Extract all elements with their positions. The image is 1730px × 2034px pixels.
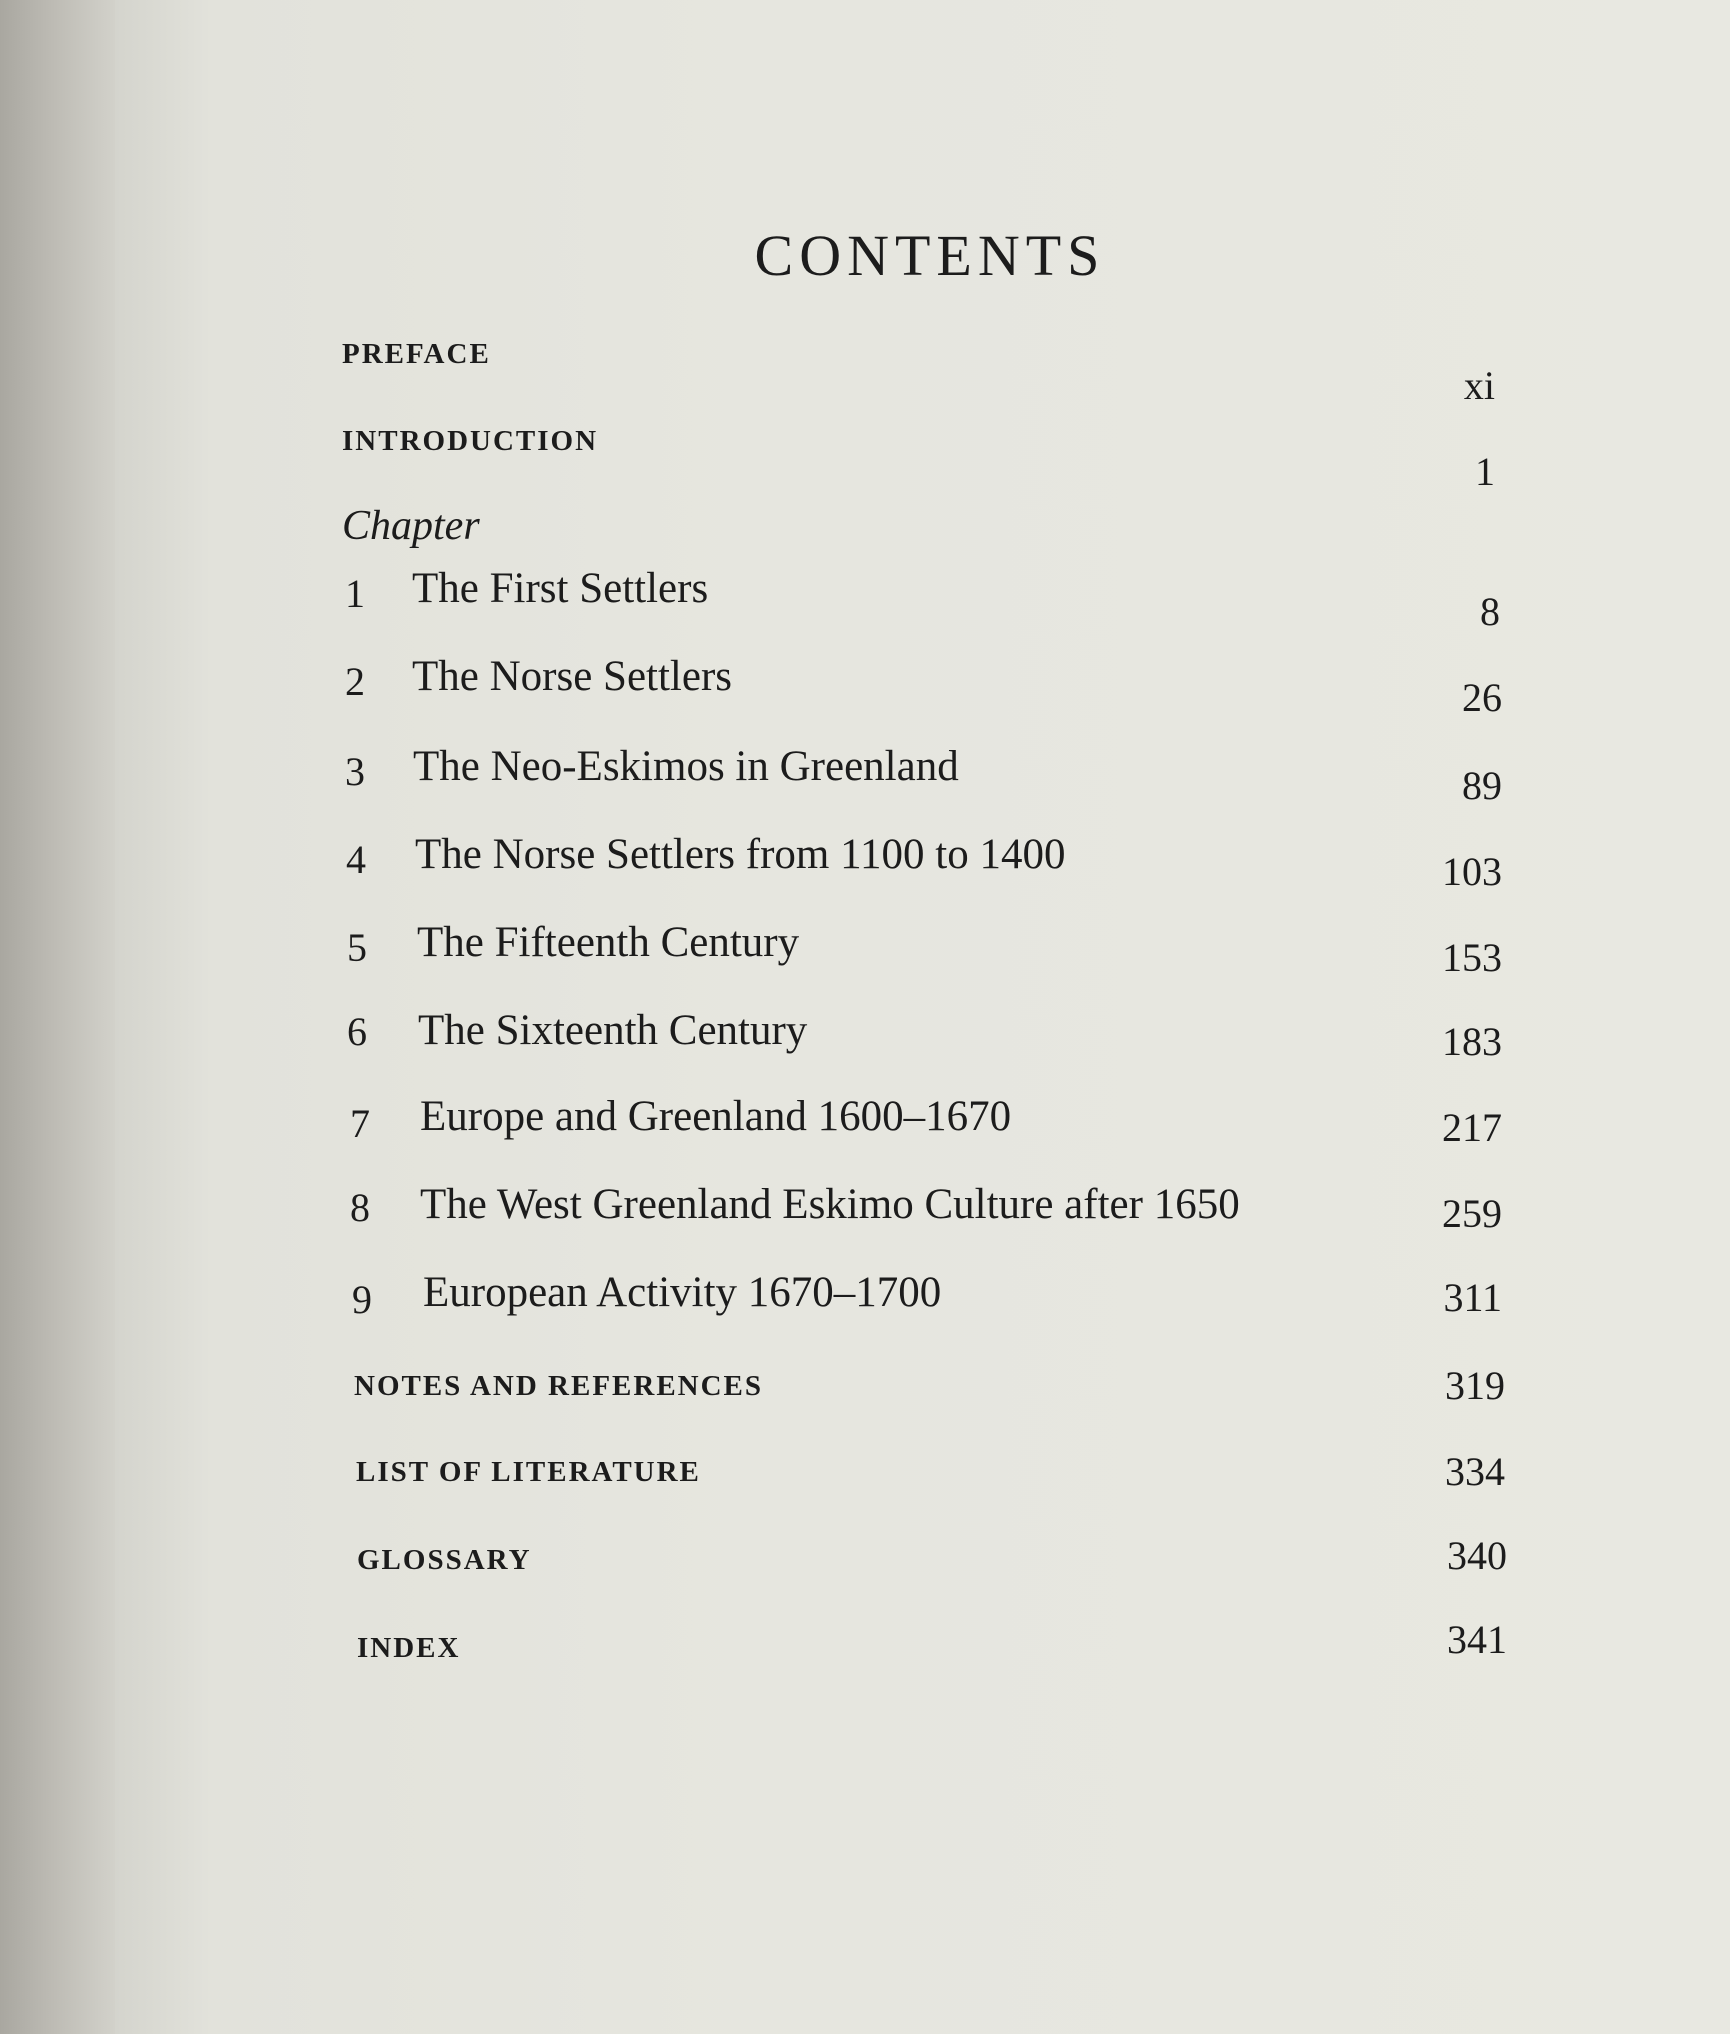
toc-entry-label: INDEX bbox=[357, 1632, 461, 1664]
chapter-title: The First Settlers bbox=[412, 565, 709, 612]
chapter-number: 5 bbox=[347, 925, 367, 970]
toc-entry-label: LIST OF LITERATURE bbox=[356, 1456, 701, 1488]
toc-entry-label: INTRODUCTION bbox=[342, 425, 599, 457]
chapter-page: 103 bbox=[1442, 849, 1502, 894]
toc-entry-page: 1 bbox=[1475, 449, 1495, 494]
chapter-page: 26 bbox=[1462, 675, 1502, 720]
chapter-number: 2 bbox=[345, 659, 365, 704]
chapter-title: Europe and Greenland 1600–1670 bbox=[420, 1093, 1012, 1140]
chapter-number: 6 bbox=[347, 1009, 367, 1054]
chapter-title: The West Greenland Eskimo Culture after 1650 bbox=[420, 1181, 1240, 1228]
toc-entry-page: xi bbox=[1463, 363, 1495, 408]
toc-entry-label: PREFACE bbox=[342, 338, 491, 370]
chapter-title: The Fifteenth Century bbox=[417, 919, 800, 966]
toc-entry-page: 341 bbox=[1447, 1617, 1507, 1662]
chapter-page: 153 bbox=[1442, 935, 1502, 980]
chapter-heading: Chapter bbox=[342, 503, 480, 549]
chapter-title: The Neo-Eskimos in Greenland bbox=[413, 743, 959, 790]
chapter-page: 217 bbox=[1442, 1105, 1502, 1150]
chapter-title: The Norse Settlers bbox=[412, 653, 733, 700]
chapter-title: The Sixteenth Century bbox=[418, 1007, 808, 1054]
chapter-number: 9 bbox=[352, 1277, 372, 1322]
chapter-title: European Activity 1670–1700 bbox=[423, 1269, 942, 1316]
chapter-page: 259 bbox=[1442, 1191, 1502, 1236]
chapter-page: 8 bbox=[1480, 589, 1500, 634]
chapter-number: 7 bbox=[350, 1101, 370, 1146]
chapter-page: 183 bbox=[1442, 1019, 1502, 1064]
toc-entry-page: 340 bbox=[1447, 1533, 1507, 1578]
chapter-title: The Norse Settlers from 1100 to 1400 bbox=[415, 831, 1066, 878]
chapter-number: 3 bbox=[345, 749, 365, 794]
toc-entry-page: 319 bbox=[1445, 1363, 1505, 1408]
toc-entry-page: 334 bbox=[1445, 1449, 1505, 1494]
chapter-number: 8 bbox=[350, 1185, 370, 1230]
toc-entry-label: GLOSSARY bbox=[357, 1544, 532, 1576]
chapter-number: 4 bbox=[346, 837, 366, 882]
chapter-number: 1 bbox=[345, 571, 365, 616]
contents-title: CONTENTS bbox=[754, 223, 1106, 288]
chapter-page: 89 bbox=[1462, 763, 1502, 808]
chapter-page: 311 bbox=[1443, 1275, 1502, 1320]
toc-entry-label: NOTES AND REFERENCES bbox=[354, 1370, 764, 1402]
